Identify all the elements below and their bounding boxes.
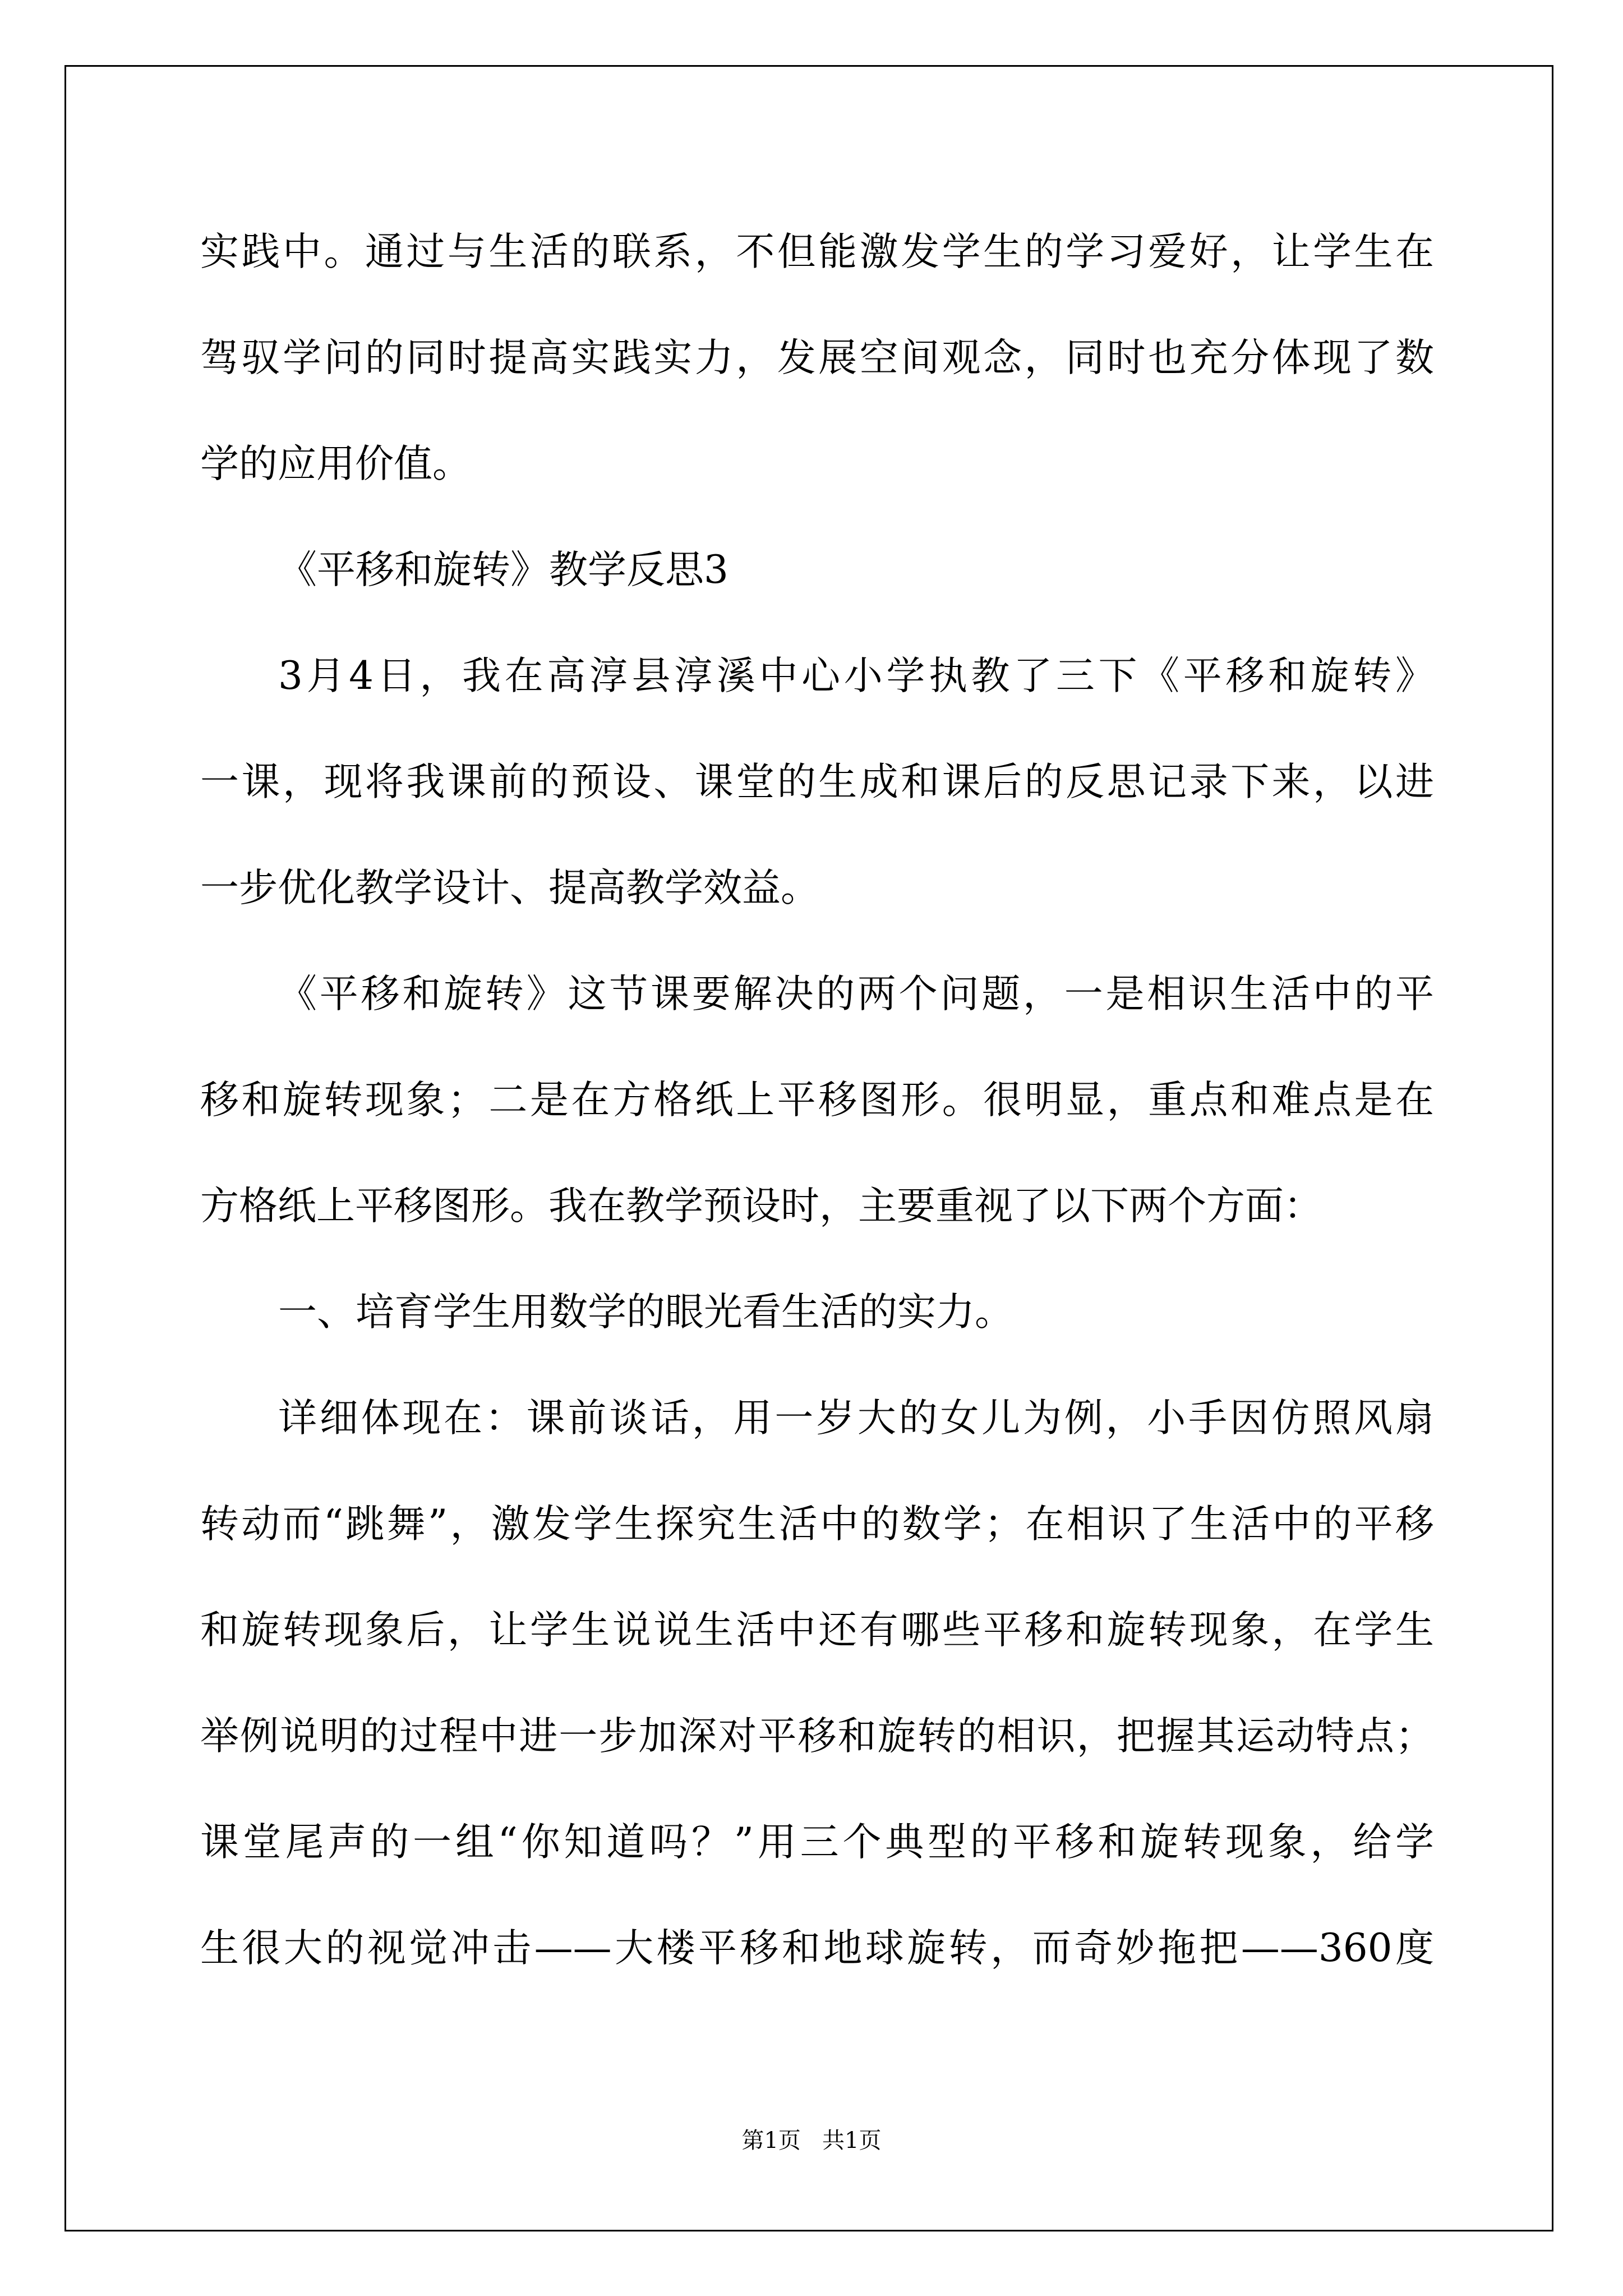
body-line: 一步优化教学设计、提高教学效益。	[200, 866, 819, 910]
body-line: 一、培育学生用数学的眼光看生活的实力。	[278, 1290, 1013, 1335]
body-line: 和旋转现象后，让学生说说生活中还有哪些平移和旋转现象，在学生	[200, 1608, 1434, 1653]
page-number-footer: 第1页 共1页	[741, 2128, 882, 2154]
body-line: 驾驭学问的同时提高实践实力，发展空间观念，同时也充分体现了数	[200, 335, 1434, 380]
body-line: 移和旋转现象；二是在方格纸上平移图形。很明显，重点和难点是在	[200, 1078, 1434, 1122]
body-line: 实践中。通过与生活的联系，不但能激发学生的学习爱好，让学生在	[200, 229, 1434, 274]
body-line: 《平移和旋转》这节课要解决的两个问题，一是相识生活中的平	[278, 972, 1434, 1016]
body-line: 一课，现将我课前的预设、课堂的生成和课后的反思记录下来，以进	[200, 760, 1434, 804]
section-heading: 《平移和旋转》教学反思3	[278, 547, 728, 592]
body-line: 方格纸上平移图形。我在教学预设时，主要重视了以下两个方面：	[200, 1184, 1322, 1228]
body-line: 课堂尾声的一组“你知道吗？”用三个典型的平移和旋转现象，给学	[200, 1820, 1434, 1865]
body-line: 详细体现在：课前谈话，用一岁大的女儿为例，小手因仿照风扇	[278, 1396, 1434, 1441]
body-line: 转动而“跳舞”，激发学生探究生活中的数学；在相识了生活中的平移	[200, 1502, 1434, 1547]
body-line: 生很大的视觉冲击——大楼平移和地球旋转，而奇妙拖把——360度	[200, 1926, 1434, 1971]
body-line: 学的应用价值。	[200, 441, 471, 486]
body-line: 举例说明的过程中进一步加深对平移和旋转的相识，把握其运动特点；	[200, 1714, 1434, 1759]
body-line: 3月4日，我在高淳县淳溪中心小学执教了三下《平移和旋转》	[278, 654, 1434, 698]
